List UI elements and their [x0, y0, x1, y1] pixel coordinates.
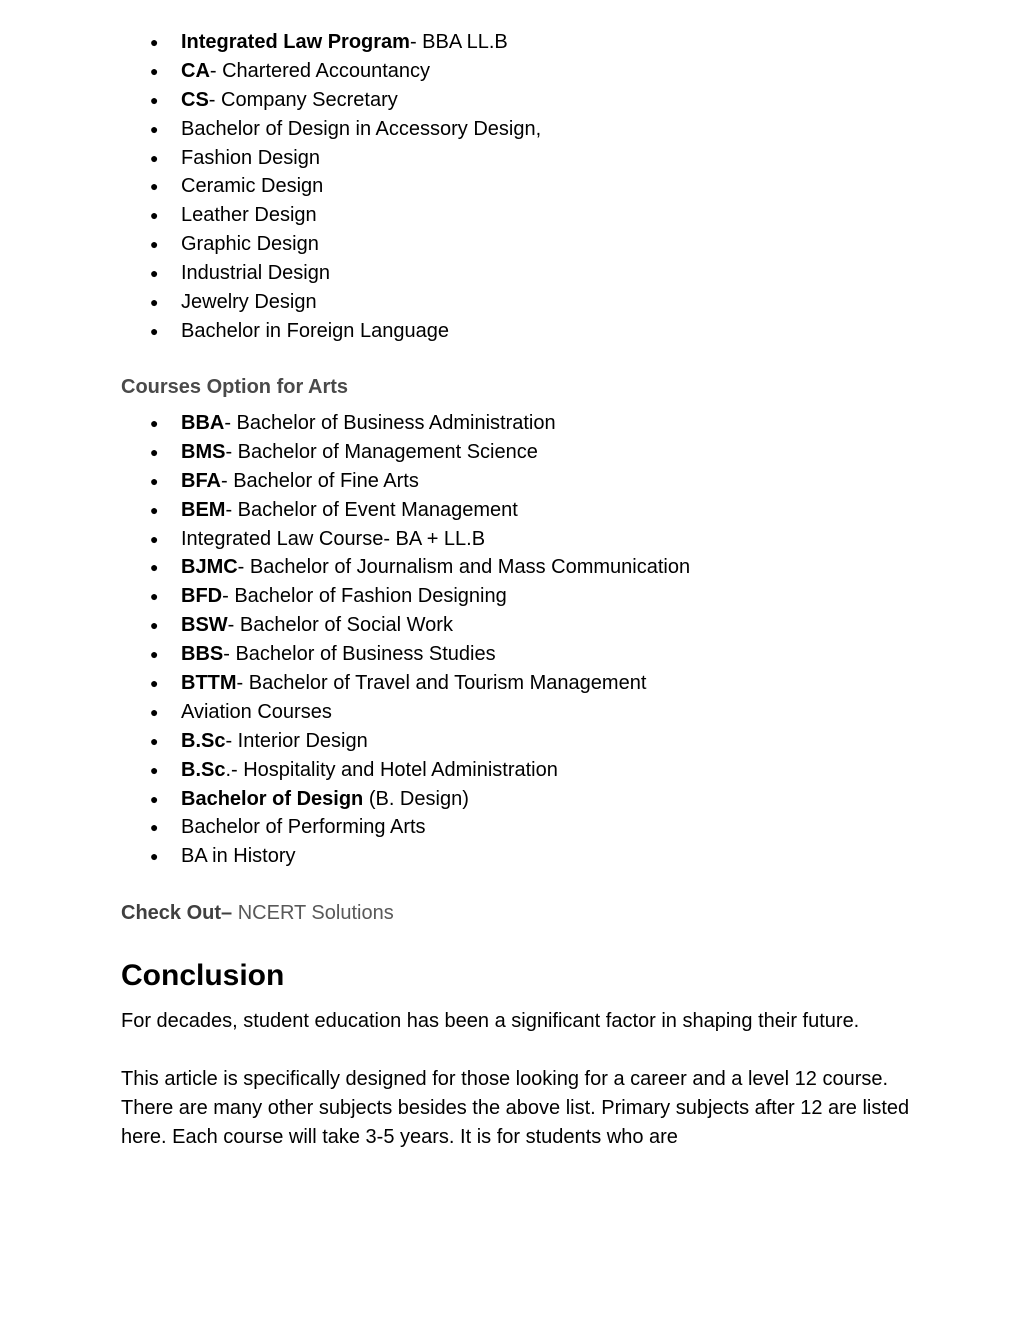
bullet-icon: ● [150, 530, 159, 547]
bullet-icon: ● [150, 761, 159, 778]
list-item [150, 201, 950, 230]
list-item-description: (B. Design) [363, 787, 469, 810]
bullet-icon: ● [150, 848, 159, 865]
list-item-bold-term: BSW [181, 614, 228, 637]
bullet-icon: ● [150, 443, 159, 460]
list-item-text [181, 28, 508, 57]
bullet-icon: ● [150, 294, 159, 311]
list-item [150, 525, 950, 554]
list-item-text [181, 727, 368, 756]
list-item-description: - Chartered Accountancy [209, 59, 431, 82]
bullet-icon: ● [150, 819, 159, 836]
list-item-text [181, 259, 330, 288]
bullet-icon: ● [150, 149, 159, 166]
list-item [150, 640, 950, 669]
list-item-description: - Bachelor of Event Management [225, 498, 518, 521]
list-item-description: - BBA LL.B [409, 31, 508, 53]
list-item-text [181, 409, 556, 438]
list-item [150, 115, 950, 144]
bullet-icon: ● [150, 34, 159, 50]
list-item [150, 230, 950, 259]
list-item-description: BA in History [181, 845, 296, 868]
bullet-icon: ● [150, 322, 159, 339]
bullet-icon: ● [150, 501, 159, 518]
list-item-text [181, 144, 320, 173]
list-item-description: Fashion Design [181, 146, 320, 169]
list-item [150, 611, 950, 640]
list-item-description: - Bachelor of Fashion Designing [222, 585, 507, 608]
list-item [150, 582, 950, 611]
check-out-label: Check Out– [121, 902, 233, 924]
conclusion-heading: Conclusion [121, 959, 285, 992]
list-item-description: Bachelor of Performing Arts [181, 816, 426, 839]
bullet-icon: ● [150, 732, 159, 749]
list-item [150, 698, 950, 727]
list-item-description: Aviation Courses [181, 700, 332, 723]
list-item-text [181, 57, 430, 86]
list-item-text [181, 582, 507, 611]
list-item-text [181, 288, 317, 317]
arts-courses-heading: Courses Option for Arts [121, 376, 349, 398]
list-item-bold-term: BTTM [181, 672, 237, 695]
list-item-text [181, 496, 518, 525]
list-item [150, 28, 950, 57]
list-item-text [181, 172, 323, 201]
list-item-description: - Bachelor of Journalism and Mass Communication [237, 556, 691, 579]
list-item-text [181, 230, 319, 259]
list-item-text [181, 785, 469, 814]
list-item [150, 57, 950, 86]
list-item-description: - Bachelor of Fine Arts [221, 469, 419, 492]
list-item-bold-term: CS [181, 88, 209, 111]
check-out-line [121, 899, 394, 927]
list-item-bold-term: BFA [181, 469, 221, 492]
list-item-text [181, 756, 558, 785]
list-item-description: Leather Design [181, 204, 317, 227]
list-item [150, 288, 950, 317]
list-item-description: Ceramic Design [181, 175, 324, 198]
list-item-description: - Bachelor of Travel and Tourism Management [236, 672, 647, 695]
bullet-icon: ● [150, 472, 159, 489]
bullet-icon: ● [150, 91, 159, 108]
list-item [150, 727, 950, 756]
list-item-text [181, 669, 646, 698]
list-item-description: - Bachelor of Business Studies [223, 643, 496, 666]
list-item [150, 144, 950, 173]
list-item-text [181, 813, 426, 842]
bullet-icon: ● [150, 120, 159, 137]
bullet-icon: ● [150, 62, 159, 79]
list-item [150, 842, 950, 871]
list-item [150, 86, 950, 115]
bullet-icon: ● [150, 617, 159, 634]
list-item-description: - Bachelor of Management Science [225, 440, 538, 463]
list-item [150, 813, 950, 842]
list-item-description: - Bachelor of Social Work [227, 614, 453, 637]
list-item [150, 172, 950, 201]
bullet-icon: ● [150, 588, 159, 605]
list-item-bold-term: BBS [181, 643, 224, 666]
list-item [150, 259, 950, 288]
bullet-icon: ● [150, 178, 159, 195]
list-item [150, 756, 950, 785]
arts-courses-list [150, 409, 950, 871]
conclusion-paragraph-2: This article is specifically designed for those looking for a career and a level 12 course. There are many other subjects besides the above list. Primary subjects after 12 are listed here. Each course will take 3-5 years. It is for students who are [121, 1068, 910, 1148]
list-item-bold-term: BJMC [181, 556, 238, 579]
list-item [150, 467, 950, 496]
list-item-bold-term: Bachelor of Design [181, 787, 364, 810]
list-item-text [181, 698, 332, 727]
list-item [150, 553, 950, 582]
list-item-bold-term: CA [181, 59, 210, 82]
list-item-bold-term: B.Sc [181, 758, 226, 781]
list-item-text [181, 438, 538, 467]
ncert-solutions-link[interactable]: NCERT Solutions [232, 902, 394, 924]
bullet-icon: ● [150, 207, 159, 224]
bullet-icon: ● [150, 415, 159, 431]
list-item-bold-term: BFD [181, 585, 223, 608]
list-item-text [181, 467, 419, 496]
list-item [150, 785, 950, 814]
list-item-text [181, 842, 295, 871]
bullet-icon: ● [150, 646, 159, 663]
list-item-text [181, 115, 541, 144]
design-courses-list [150, 28, 950, 346]
list-item-description: - Company Secretary [208, 88, 398, 111]
list-item-description: - Bachelor of Business Administration [224, 412, 556, 434]
conclusion-paragraph-1: For decades, student education has been a significant factor in shaping their future. [121, 1010, 860, 1032]
list-item-bold-term: B.Sc [181, 729, 226, 752]
bullet-icon: ● [150, 790, 159, 807]
list-item-bold-term: BBA [181, 412, 225, 434]
list-item-text [181, 525, 485, 554]
list-item-description: - Interior Design [225, 729, 368, 752]
bullet-icon: ● [150, 236, 159, 253]
list-item-description: Graphic Design [181, 233, 319, 256]
list-item-text [181, 201, 317, 230]
list-item-description: Jewelry Design [181, 291, 317, 314]
list-item [150, 438, 950, 467]
list-item-text [181, 317, 449, 346]
bullet-icon: ● [150, 559, 159, 576]
list-item-bold-term: BMS [181, 440, 226, 463]
list-item-description: Industrial Design [181, 262, 330, 285]
list-item [150, 409, 950, 438]
list-item [150, 496, 950, 525]
list-item-description: Integrated Law Course- BA + LL.B [181, 527, 486, 550]
list-item-text [181, 640, 496, 669]
list-item-description: Bachelor in Foreign Language [181, 319, 449, 342]
list-item-text [181, 86, 398, 115]
list-item [150, 669, 950, 698]
bullet-icon: ● [150, 265, 159, 282]
list-item-description: .- Hospitality and Hotel Administration [225, 758, 558, 781]
bullet-icon: ● [150, 675, 159, 692]
list-item-text [181, 611, 453, 640]
list-item-bold-term: Integrated Law Program [181, 31, 410, 53]
list-item-text [181, 553, 690, 582]
list-item-bold-term: BEM [181, 498, 226, 521]
list-item-description: Bachelor of Design in Accessory Design, [181, 117, 542, 140]
bullet-icon: ● [150, 703, 159, 720]
list-item [150, 317, 950, 346]
